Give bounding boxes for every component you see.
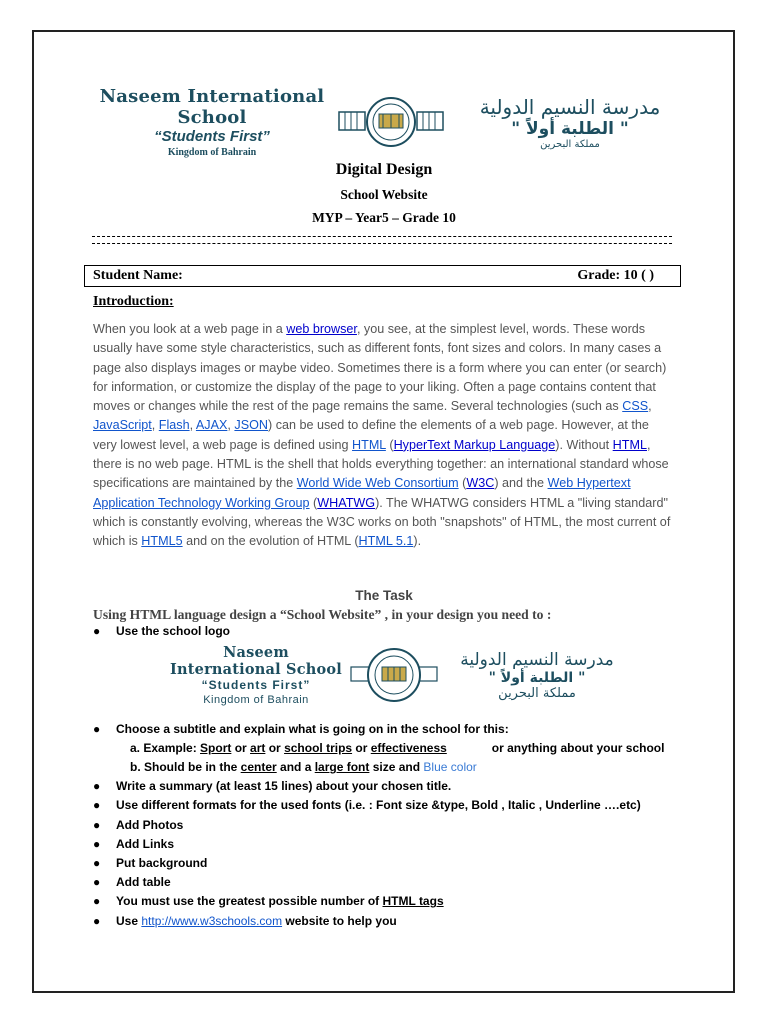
list-item: ● Use http://www.w3schools.com website to help you [93, 912, 664, 931]
logo-school-name: Naseem International School [170, 644, 342, 678]
school-crest-icon [346, 647, 442, 703]
logo-arabic-kingdom: مملكة البحرين [498, 685, 576, 701]
list-item: ● Put background [93, 854, 664, 873]
task-subtitle: Using HTML language design a “School Website” , in your design you need to : [93, 607, 552, 622]
subject-title: Digital Design [335, 161, 433, 178]
task-heading: The Task [355, 588, 413, 603]
intro-paragraph: When you look at a web page in a web browser, you see, at the simplest level, words. These words usually have some style characteristics, such as different fonts, font sizes and colors. In many cases a page also displays images or maybe video. Sometimes there is a form where you can enter (or search) for information, or customize the display of the page to your liking. Often a page contains content that moves or changes while the rest of the page remains the same. Several technologies (such as CSS, JavaScript, Flash, AJAX, JSON) can be used to define the elements of a web page. However, at the very lowest level, a web page is defined using HTML (HyperText Markup Language). Without HTML, there is no web page. HTML is the shell that holds everything together: an international standard whose specifications are maintained by the World Wide Web Consortium (W3C) and the Web Hypertext Application Technology Working Group (WHATWG). The WHATWG considers HTML a "living standard" which is constantly evolving, whereas the W3C works on both "snapshots" of HTML, the most current of which is HTML5 and on the evolution of HTML (HTML 5.1). [93, 322, 671, 549]
student-info-box [84, 265, 681, 287]
bullet-icon: ● [93, 855, 101, 870]
logo-school-name: Naseem International School [99, 86, 325, 128]
divider-line [92, 236, 672, 237]
logo-arabic-name: مدرسة النسيم الدولية [479, 94, 661, 119]
link-css[interactable]: CSS [622, 399, 649, 414]
link-html5[interactable]: HTML5 [141, 534, 183, 549]
list-item: ● Use the school logo [93, 622, 230, 641]
task-list [93, 720, 664, 931]
list-item: ● Add table [93, 873, 664, 892]
link-html-2[interactable]: HTML [612, 437, 647, 452]
task-list-top [93, 622, 230, 641]
grade-label: Grade: 10 ( ) [577, 268, 654, 283]
list-item: ● Choose a subtitle and explain what is going on in the school for this: [93, 720, 664, 739]
link-ajax[interactable]: AJAX [195, 418, 228, 433]
logo-arabic-kingdom: مملكة البحرين [540, 138, 600, 150]
logo-arabic-motto: " الطلبة أولاً " [511, 118, 629, 139]
list-item: ● Add Links [93, 835, 664, 854]
school-crest-icon [332, 96, 450, 148]
bullet-icon: ● [93, 913, 101, 928]
link-json[interactable]: JSON [234, 418, 268, 433]
link-html[interactable]: HTML [352, 437, 386, 452]
list-subitem: b. Should be in the center and a large font size and Blue color [130, 760, 477, 775]
logo-english [166, 644, 346, 706]
link-html51[interactable]: HTML 5.1 [358, 534, 414, 549]
list-item: ● You must use the greatest possible number of HTML tags [93, 892, 664, 911]
link-w3-consortium[interactable]: World Wide Web Consortium [296, 476, 459, 491]
logo-arabic [442, 650, 632, 701]
bullet-icon: ● [93, 894, 101, 909]
bullet-icon: ● [93, 779, 101, 794]
list-subitem: a. Example: Sport or art or school trips or effectiveness or anything about your school [130, 741, 665, 756]
level-title: MYP – Year5 – Grade 10 [312, 210, 456, 225]
bullet-icon: ● [93, 722, 101, 736]
bullet-icon: ● [93, 624, 101, 638]
link-flash[interactable]: Flash [158, 418, 190, 433]
divider-line [92, 243, 672, 244]
link-w3schools[interactable]: http://www.w3schools.com [141, 913, 283, 928]
bullet-icon: ● [93, 875, 101, 890]
logo-kingdom: Kingdom of Bahrain [167, 147, 257, 158]
project-title: School Website [340, 187, 428, 202]
school-logo-header [92, 86, 690, 158]
logo-arabic-name: مدرسة النسيم الدولية [460, 649, 614, 670]
link-w3c[interactable]: W3C [466, 476, 495, 491]
bullet-icon: ● [93, 817, 101, 832]
logo-arabic [450, 95, 690, 150]
logo-kingdom: Kingdom of Bahrain [203, 694, 309, 706]
student-name-label: Student Name: [93, 268, 183, 283]
link-web-browser[interactable]: web browser [286, 322, 357, 336]
logo-motto: “Students First” [154, 128, 270, 145]
list-item: ● Add Photos [93, 816, 664, 835]
intro-heading: Introduction: [93, 294, 174, 309]
link-whatwg-full[interactable]: Web Hypertext Application Technology Working Group [93, 476, 631, 510]
bullet-icon: ● [93, 836, 101, 851]
logo-english [92, 86, 332, 158]
logo-arabic-motto: " الطلبة أولاً " [488, 669, 586, 686]
list-item: ● Write a summary (at least 15 lines) about your chosen title. [93, 777, 664, 796]
school-logo-example [166, 644, 632, 706]
link-whatwg[interactable]: WHATWG [317, 495, 376, 510]
bullet-icon: ● [93, 798, 101, 813]
link-javascript[interactable]: JavaScript [93, 418, 152, 433]
logo-motto: “Students First” [201, 678, 311, 692]
list-item: ● Use different formats for the used fonts (i.e. : Font size &type, Bold , Italic , Underline ….etc) [93, 796, 664, 815]
link-hypertext[interactable]: HyperText Markup Language [393, 437, 556, 452]
